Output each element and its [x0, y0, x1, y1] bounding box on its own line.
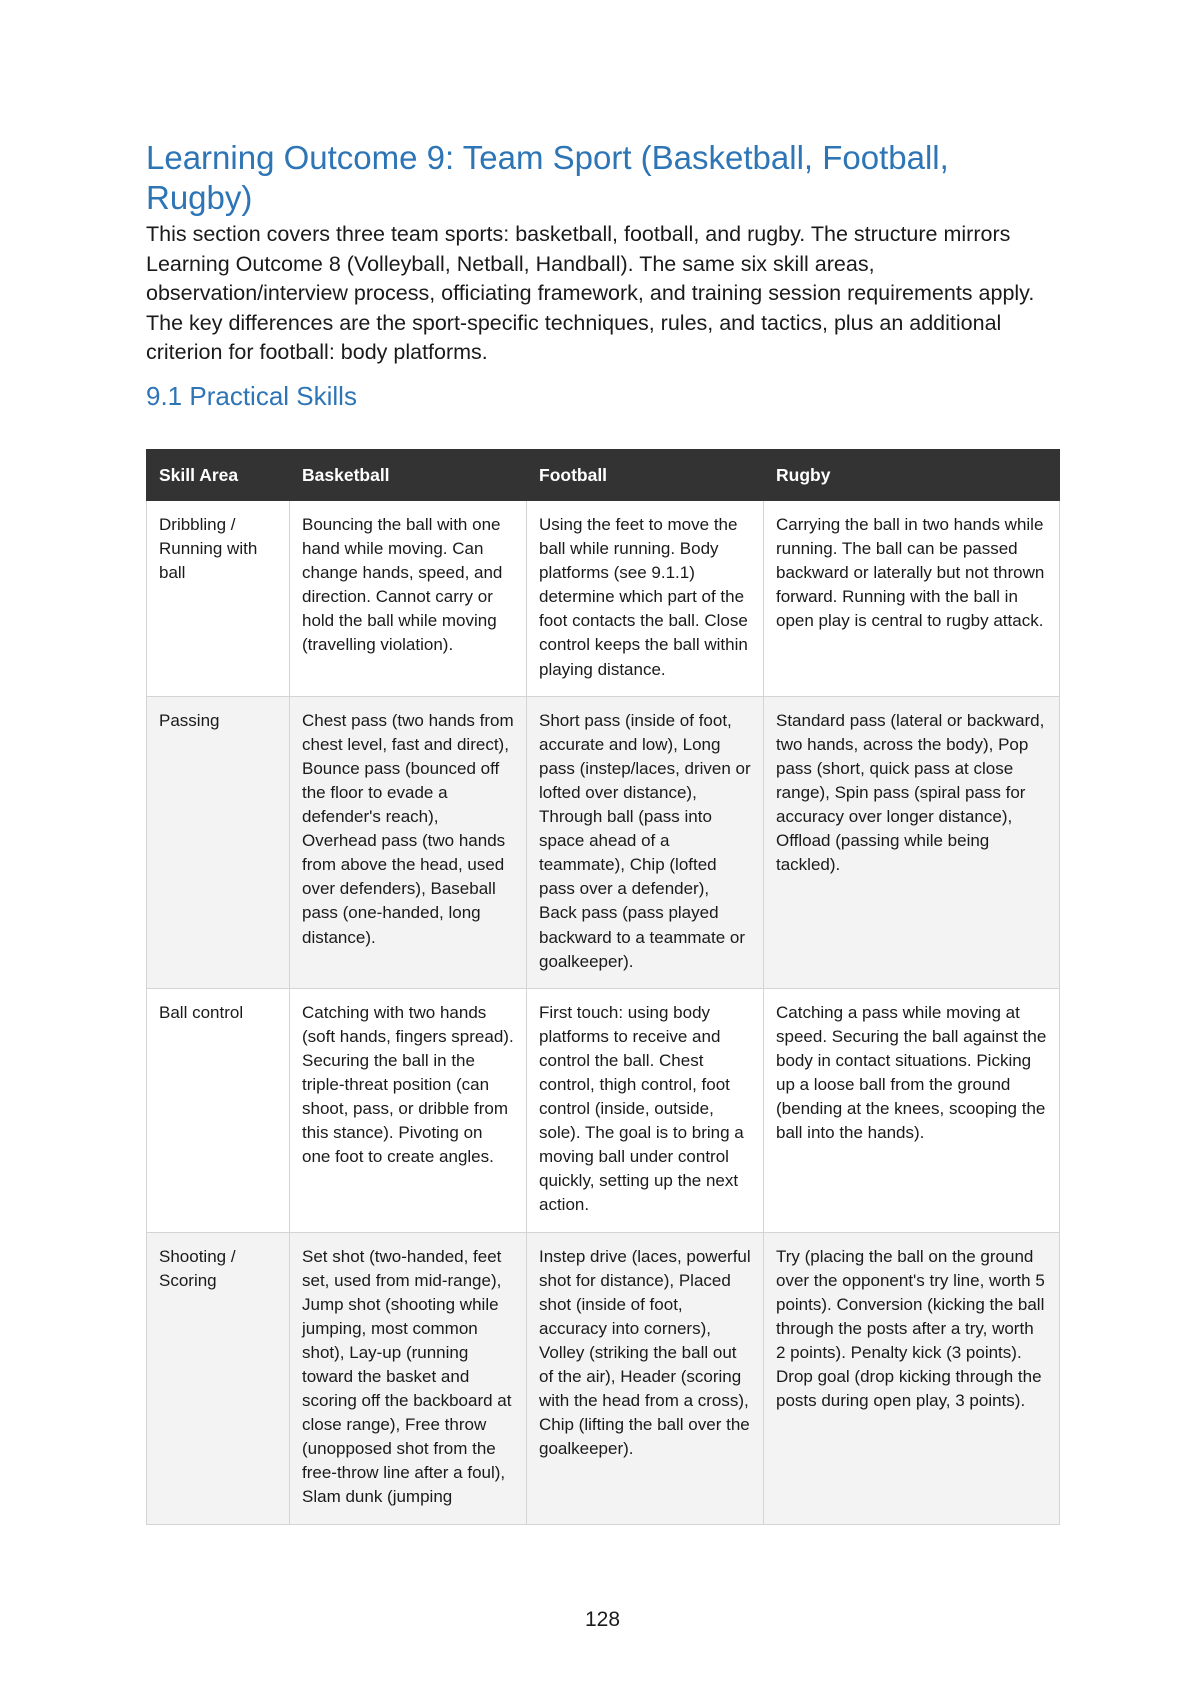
basketball-cell: Bouncing the ball with one hand while moving. Can change hands, speed, and direction. Cannot carry or hold the ball while moving (travelling violation). — [290, 501, 527, 697]
skill-cell: Ball control — [147, 988, 290, 1232]
rugby-cell: Carrying the ball in two hands while running. The ball can be passed backward or laterally but not thrown forward. Running with the ball in open play is central to rugby attack. — [764, 501, 1060, 697]
header-football: Football — [527, 450, 764, 501]
football-cell: Short pass (inside of foot, accurate and low), Long pass (instep/laces, driven or lofted over distance), Through ball (pass into space ahead of a teammate), Chip (lofted pass over a defender), Back pass (pass played backward to a teammate or goalkeeper). — [527, 696, 764, 988]
page-title: Learning Outcome 9: Team Sport (Basketball, Football, Rugby) — [146, 139, 949, 216]
football-cell: Instep drive (laces, powerful shot for distance), Placed shot (inside of foot, accuracy into corners), Volley (striking the ball out of the air), Header (scoring with the head from a cross), Chip (lifting the ball over the goalkeeper). — [527, 1232, 764, 1524]
header-basketball: Basketball — [290, 450, 527, 501]
rugby-cell: Standard pass (lateral or backward, two hands, across the body), Pop pass (short, quick pass at close range), Spin pass (spiral pass for accuracy over longer distance), Offload (passing while being tackled). — [764, 696, 1060, 988]
page-number: 128 — [584, 1608, 621, 1631]
basketball-cell: Set shot (two-handed, feet set, used from mid-range), Jump shot (shooting while jumping, most common shot), Lay-up (running toward the basket and scoring off the backboard at close range), Free throw (unopposed shot from the free-throw line after a foul), Slam dunk (jumping — [290, 1232, 527, 1524]
table-row — [147, 501, 1060, 697]
skill-cell: Dribbling / Running with ball — [147, 501, 290, 697]
skill-cell: Shooting / Scoring — [147, 1232, 290, 1524]
intro-paragraph: This section covers three team sports: basketball, football, and rugby. The structure mirrors Learning Outcome 8 (Volleyball, Netball, Handball). The same six skill areas, observation/interview process, officiating framework, and training session requirements apply. The key differences are the sport-specific techniques, rules, and tactics, plus an additional criterion for football: body platforms. — [146, 222, 1035, 364]
table-row — [147, 988, 1060, 1232]
football-cell: Using the feet to move the ball while running. Body platforms (see 9.1.1) determine which part of the foot contacts the ball. Close control keeps the ball within playing distance. — [527, 501, 764, 697]
section-heading: 9.1 Practical Skills — [146, 381, 357, 411]
header-rugby: Rugby — [764, 450, 1060, 501]
football-cell: First touch: using body platforms to receive and control the ball. Chest control, thigh control, foot control (inside, outside, sole). The goal is to bring a moving ball under control quickly, setting up the next action. — [527, 988, 764, 1232]
basketball-cell: Chest pass (two hands from chest level, fast and direct), Bounce pass (bounced off the floor to evade a defender's reach), Overhead pass (two hands from above the head, used over defenders), Baseball pass (one-handed, long distance). — [290, 696, 527, 988]
skill-cell: Passing — [147, 696, 290, 988]
rugby-cell: Try (placing the ball on the ground over the opponent's try line, worth 5 points). Conversion (kicking the ball through the posts after a try, worth 2 points). Penalty kick (3 points). Drop goal (drop kicking through the posts during open play, 3 points). — [764, 1232, 1060, 1524]
header-skill-area: Skill Area — [147, 450, 290, 501]
rugby-cell: Catching a pass while moving at speed. Securing the ball against the body in contact situations. Picking up a loose ball from the ground (bending at the knees, scooping the ball into the hands). — [764, 988, 1060, 1232]
table-header-row — [147, 450, 1060, 501]
table-row — [147, 696, 1060, 988]
skills-table — [146, 449, 1060, 1525]
basketball-cell: Catching with two hands (soft hands, fingers spread). Securing the ball in the triple-threat position (can shoot, pass, or dribble from this stance). Pivoting on one foot to create angles. — [290, 988, 527, 1232]
table-row — [147, 1232, 1060, 1524]
